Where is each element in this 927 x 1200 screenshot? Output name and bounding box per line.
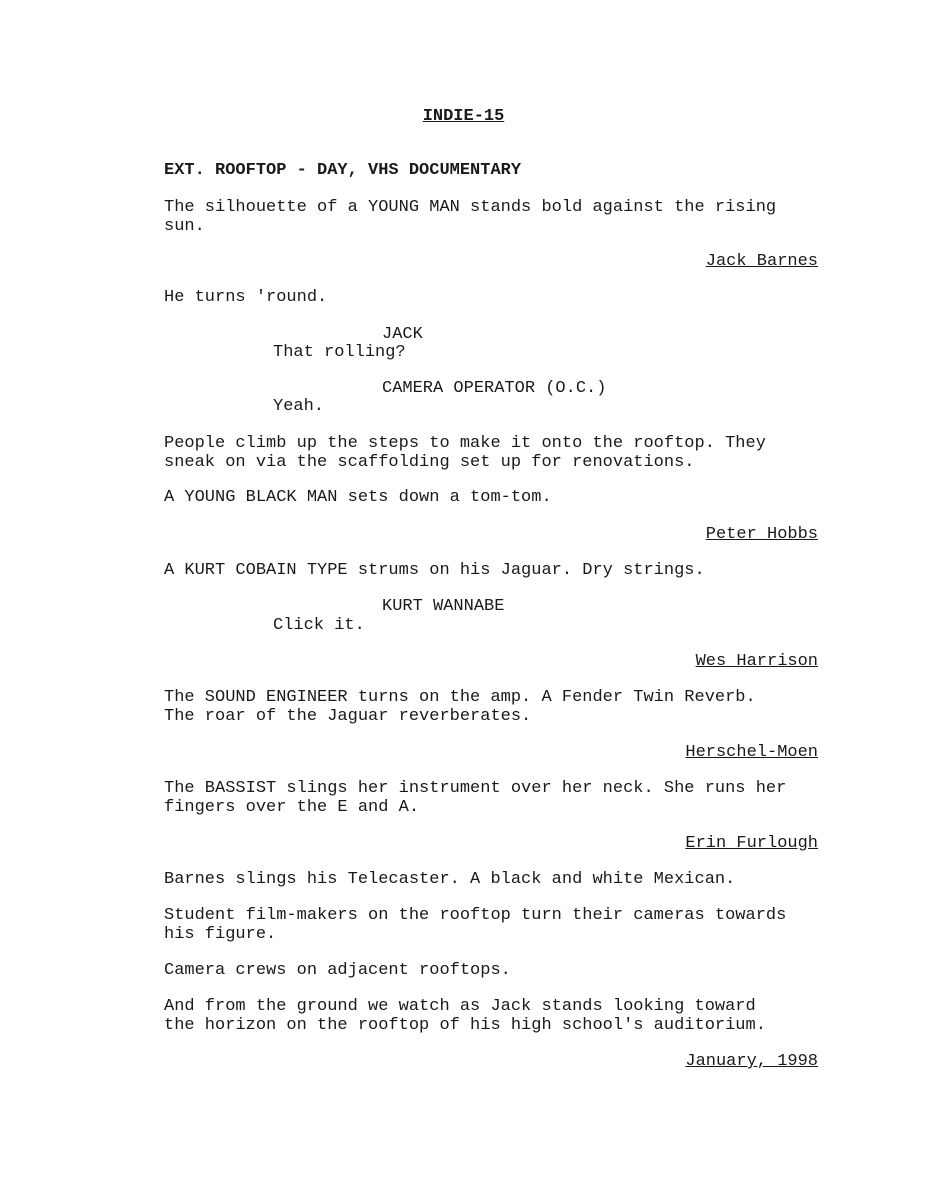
scene-heading: EXT. ROOFTOP - DAY, VHS DOCUMENTARY xyxy=(164,161,522,180)
action-line: Student film-makers on the rooftop turn their cameras towards his figure. xyxy=(164,906,787,944)
credit-name: Erin Furlough xyxy=(685,834,818,853)
script-title: INDIE-15 xyxy=(422,107,505,126)
action-line: And from the ground we watch as Jack stands looking toward the horizon on the rooftop of his high school's auditorium. xyxy=(164,997,766,1035)
credit-name: Peter Hobbs xyxy=(705,525,818,544)
action-line: A YOUNG BLACK MAN sets down a tom-tom. xyxy=(164,488,552,507)
character-name: CAMERA OPERATOR (O.C.) xyxy=(382,379,607,398)
character-name: JACK xyxy=(382,325,423,344)
dialogue-line: Click it. xyxy=(273,616,365,635)
action-line: Camera crews on adjacent rooftops. xyxy=(164,961,511,980)
dialogue-line: That rolling? xyxy=(273,343,406,362)
date-credit: January, 1998 xyxy=(685,1052,818,1071)
action-line: A KURT COBAIN TYPE strums on his Jaguar. Dry strings. xyxy=(164,561,705,580)
action-line: The SOUND ENGINEER turns on the amp. A Fender Twin Reverb. The roar of the Jaguar reverberates. xyxy=(164,688,756,726)
action-line: The BASSIST slings her instrument over her neck. She runs her fingers over the E and A. xyxy=(164,779,787,817)
credit-name: Wes Harrison xyxy=(695,652,818,671)
action-line: People climb up the steps to make it onto the rooftop. They sneak on via the scaffolding set up for renovations. xyxy=(164,434,766,472)
dialogue-line: Yeah. xyxy=(273,397,325,416)
action-line: He turns 'round. xyxy=(164,288,328,307)
action-line: The silhouette of a YOUNG MAN stands bold against the rising sun. xyxy=(164,198,777,236)
action-line: Barnes slings his Telecaster. A black and white Mexican. xyxy=(164,870,736,889)
character-name: KURT WANNABE xyxy=(382,597,505,616)
credit-name: Jack Barnes xyxy=(705,252,818,271)
credit-name: Herschel-Moen xyxy=(685,743,818,762)
